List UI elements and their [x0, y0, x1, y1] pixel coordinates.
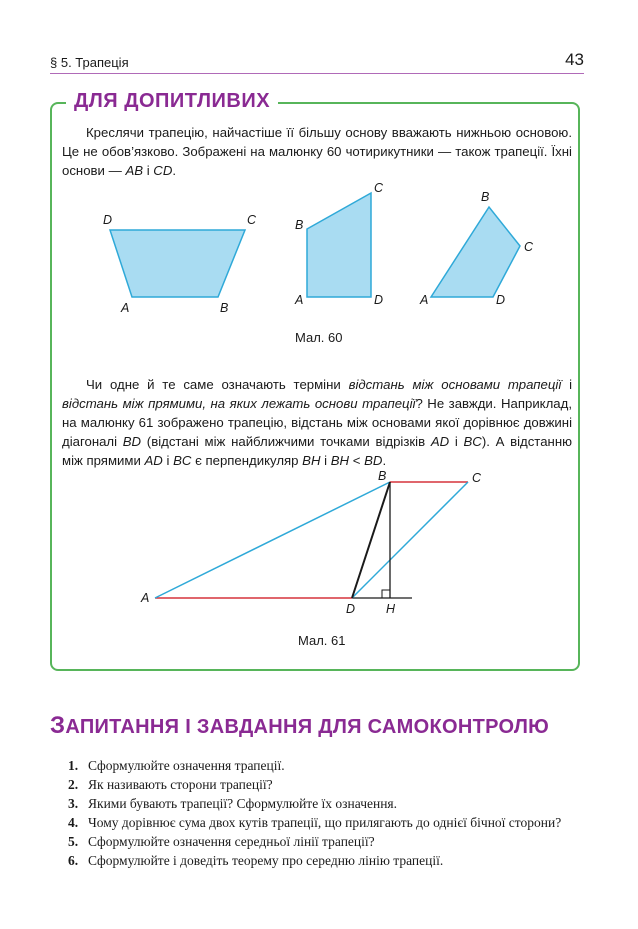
question-number: 1.	[68, 758, 79, 773]
label-d: D	[374, 293, 384, 307]
label-d: D	[496, 293, 506, 307]
list-item	[68, 813, 584, 832]
question-text: Сформулюйте означення середньої лінії трапеції?	[88, 834, 375, 849]
list-item	[68, 832, 584, 851]
label-d: D	[346, 602, 356, 616]
label-c: C	[472, 471, 482, 485]
label-a: A	[295, 293, 304, 307]
label-c: C	[374, 181, 384, 195]
box-paragraph-1: Креслячи трапецію, найчастіше її більшу основу вважають нижньою основою. Це не обов’язково. Зображені на малюнку 60 чотирикутники — також трапеції. Їхні основи — AB і CD.	[62, 125, 572, 178]
label-a: A	[141, 591, 150, 605]
figure-61-caption: Мал. 61	[298, 633, 346, 648]
list-item	[68, 756, 584, 775]
question-text: Як називають сторони трапеції?	[88, 777, 273, 792]
figure-60-shape-2	[294, 181, 384, 307]
figure-60-shape-1	[103, 213, 257, 315]
label-h: H	[386, 602, 396, 616]
question-text: Сформулюйте означення трапеції.	[88, 758, 285, 773]
label-a: A	[121, 301, 130, 315]
label-b: B	[295, 218, 304, 232]
page-number: 43	[565, 50, 584, 69]
label-b: B	[481, 190, 490, 204]
label-b: B	[378, 469, 387, 483]
question-number: 2.	[68, 777, 79, 792]
question-number: 3.	[68, 796, 79, 811]
questions-title	[50, 712, 549, 740]
list-item	[68, 794, 584, 813]
label-c: C	[524, 240, 534, 254]
question-text: Чому дорівнює сума двох кутів трапеції, що прилягають до однієї бічної сторони?	[88, 815, 562, 830]
list-item	[68, 775, 584, 794]
figure-60-caption: Мал. 60	[295, 330, 343, 345]
question-number: 6.	[68, 853, 79, 868]
questions-title-rest: АПИТАННЯ І ЗАВДАННЯ ДЛЯ САМОКОНТРОЛЮ	[65, 716, 550, 738]
figure-60-shape-3	[419, 190, 534, 307]
question-number: 4.	[68, 815, 79, 830]
label-d: D	[103, 213, 113, 227]
label-a: A	[420, 293, 429, 307]
question-number: 5.	[68, 834, 79, 849]
label-c: C	[247, 213, 257, 227]
section-header: § 5. Трапеція	[50, 55, 129, 70]
figure-61	[140, 469, 482, 616]
box-paragraph-2: Чи одне й те саме означають терміни відстань між основами трапеції і відстань між прямими, на яких лежать основи трапеції? Не завжди. Наприклад, на малюнку 61 зображено трапецію, відстань між основами якої дорівнює довжині діагоналі BD (відстані між найближчими точками відрізків AD і BC). А відстанню між прямими AD і BC є перпендикуляр BH і BH < BD.	[62, 377, 573, 468]
questions-list	[68, 756, 584, 870]
label-b: B	[220, 301, 229, 315]
list-item	[68, 851, 584, 870]
questions-title-initial: З	[50, 712, 66, 739]
question-text: Сформулюйте і доведіть теорему про середню лінію трапеції.	[88, 853, 444, 868]
question-text: Якими бувають трапеції? Сформулюйте їх означення.	[88, 796, 398, 811]
box-title: ДЛЯ ДОПИТЛИВИХ	[66, 90, 278, 113]
